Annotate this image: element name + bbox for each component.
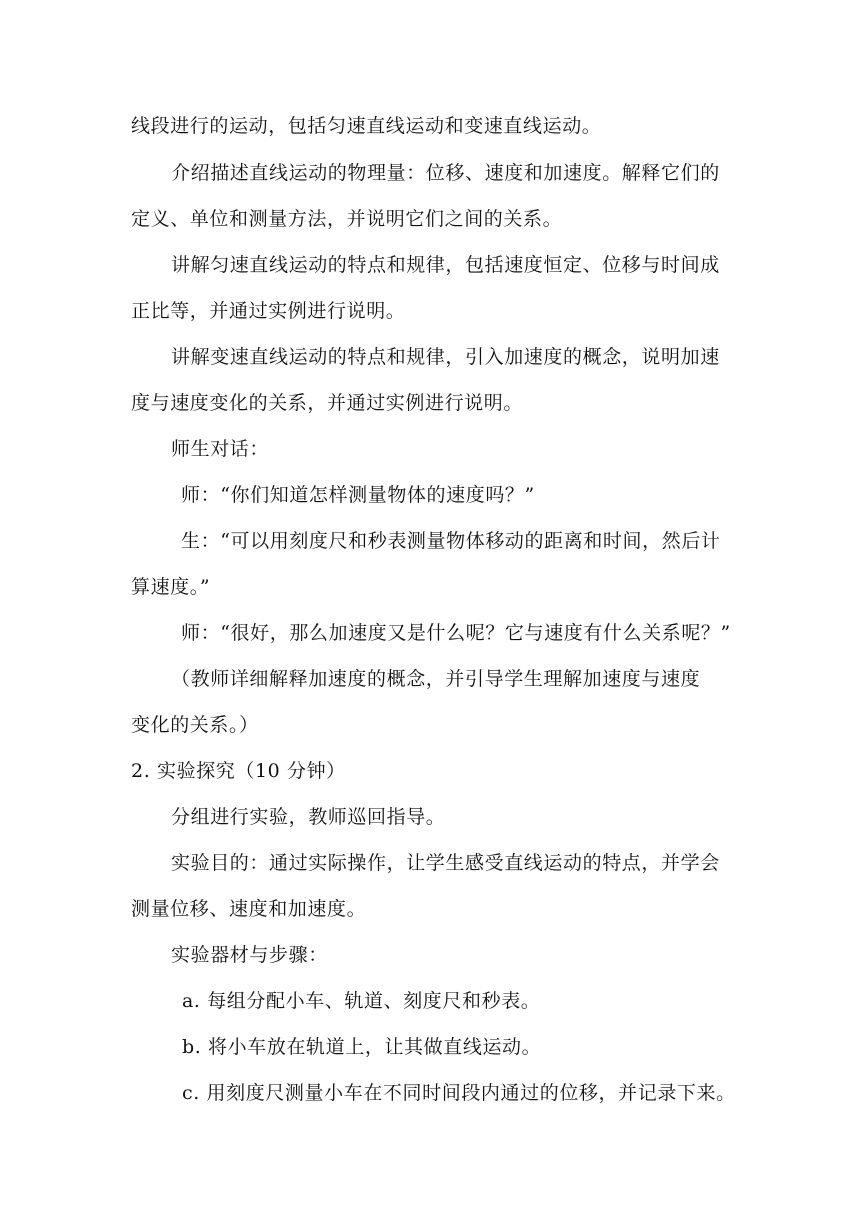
list-item: b. 将小车放在轨道上，让其做直线运动。 bbox=[182, 1036, 542, 1058]
student-line: 生：“可以用刻度尺和秒表测量物体移动的距离和时间，然后计 bbox=[181, 530, 721, 552]
paragraph-line: 分组进行实验，教师巡回指导。 bbox=[171, 806, 446, 828]
list-item: a. 每组分配小车、轨道、刻度尺和秒表。 bbox=[182, 990, 541, 1012]
list-item: c. 用刻度尺测量小车在不同时间段内通过的位移，并记录下来。 bbox=[182, 1082, 736, 1104]
paragraph-line: 实验目的：通过实际操作，让学生感受直线运动的特点，并学会 bbox=[171, 852, 720, 874]
section-heading: 2. 实验探究（10 分钟） bbox=[131, 760, 346, 782]
paragraph-line: 讲解变速直线运动的特点和规律，引入加速度的概念，说明加速 bbox=[171, 346, 720, 368]
paragraph-line: 测量位移、速度和加速度。 bbox=[131, 898, 367, 920]
paragraph-line: 正比等，并通过实例进行说明。 bbox=[131, 300, 406, 322]
paragraph-line: 线段进行的运动，包括匀速直线运动和变速直线运动。 bbox=[131, 115, 602, 137]
paragraph-line: 讲解匀速直线运动的特点和规律，包括速度恒定、位移与时间成 bbox=[171, 254, 720, 276]
paragraph-line: 度与速度变化的关系，并通过实例进行说明。 bbox=[131, 392, 524, 414]
teacher-line: 师：“很好，那么加速度又是什么呢？它与速度有什么关系呢？” bbox=[181, 622, 731, 644]
stage-note-line: （教师详细解释加速度的概念，并引导学生理解加速度与速度 bbox=[171, 668, 701, 690]
paragraph-line: 定义、单位和测量方法，并说明它们之间的关系。 bbox=[131, 208, 563, 230]
stage-note-line: 变化的关系。） bbox=[131, 714, 259, 736]
student-line-continued: 算速度。” bbox=[131, 576, 211, 598]
dialogue-heading: 师生对话： bbox=[171, 438, 270, 460]
paragraph-line: 实验器材与步骤： bbox=[171, 944, 328, 966]
teacher-line: 师：“你们知道怎样测量物体的速度吗？” bbox=[181, 484, 535, 506]
paragraph-line: 介绍描述直线运动的物理量：位移、速度和加速度。解释它们的 bbox=[171, 162, 720, 184]
